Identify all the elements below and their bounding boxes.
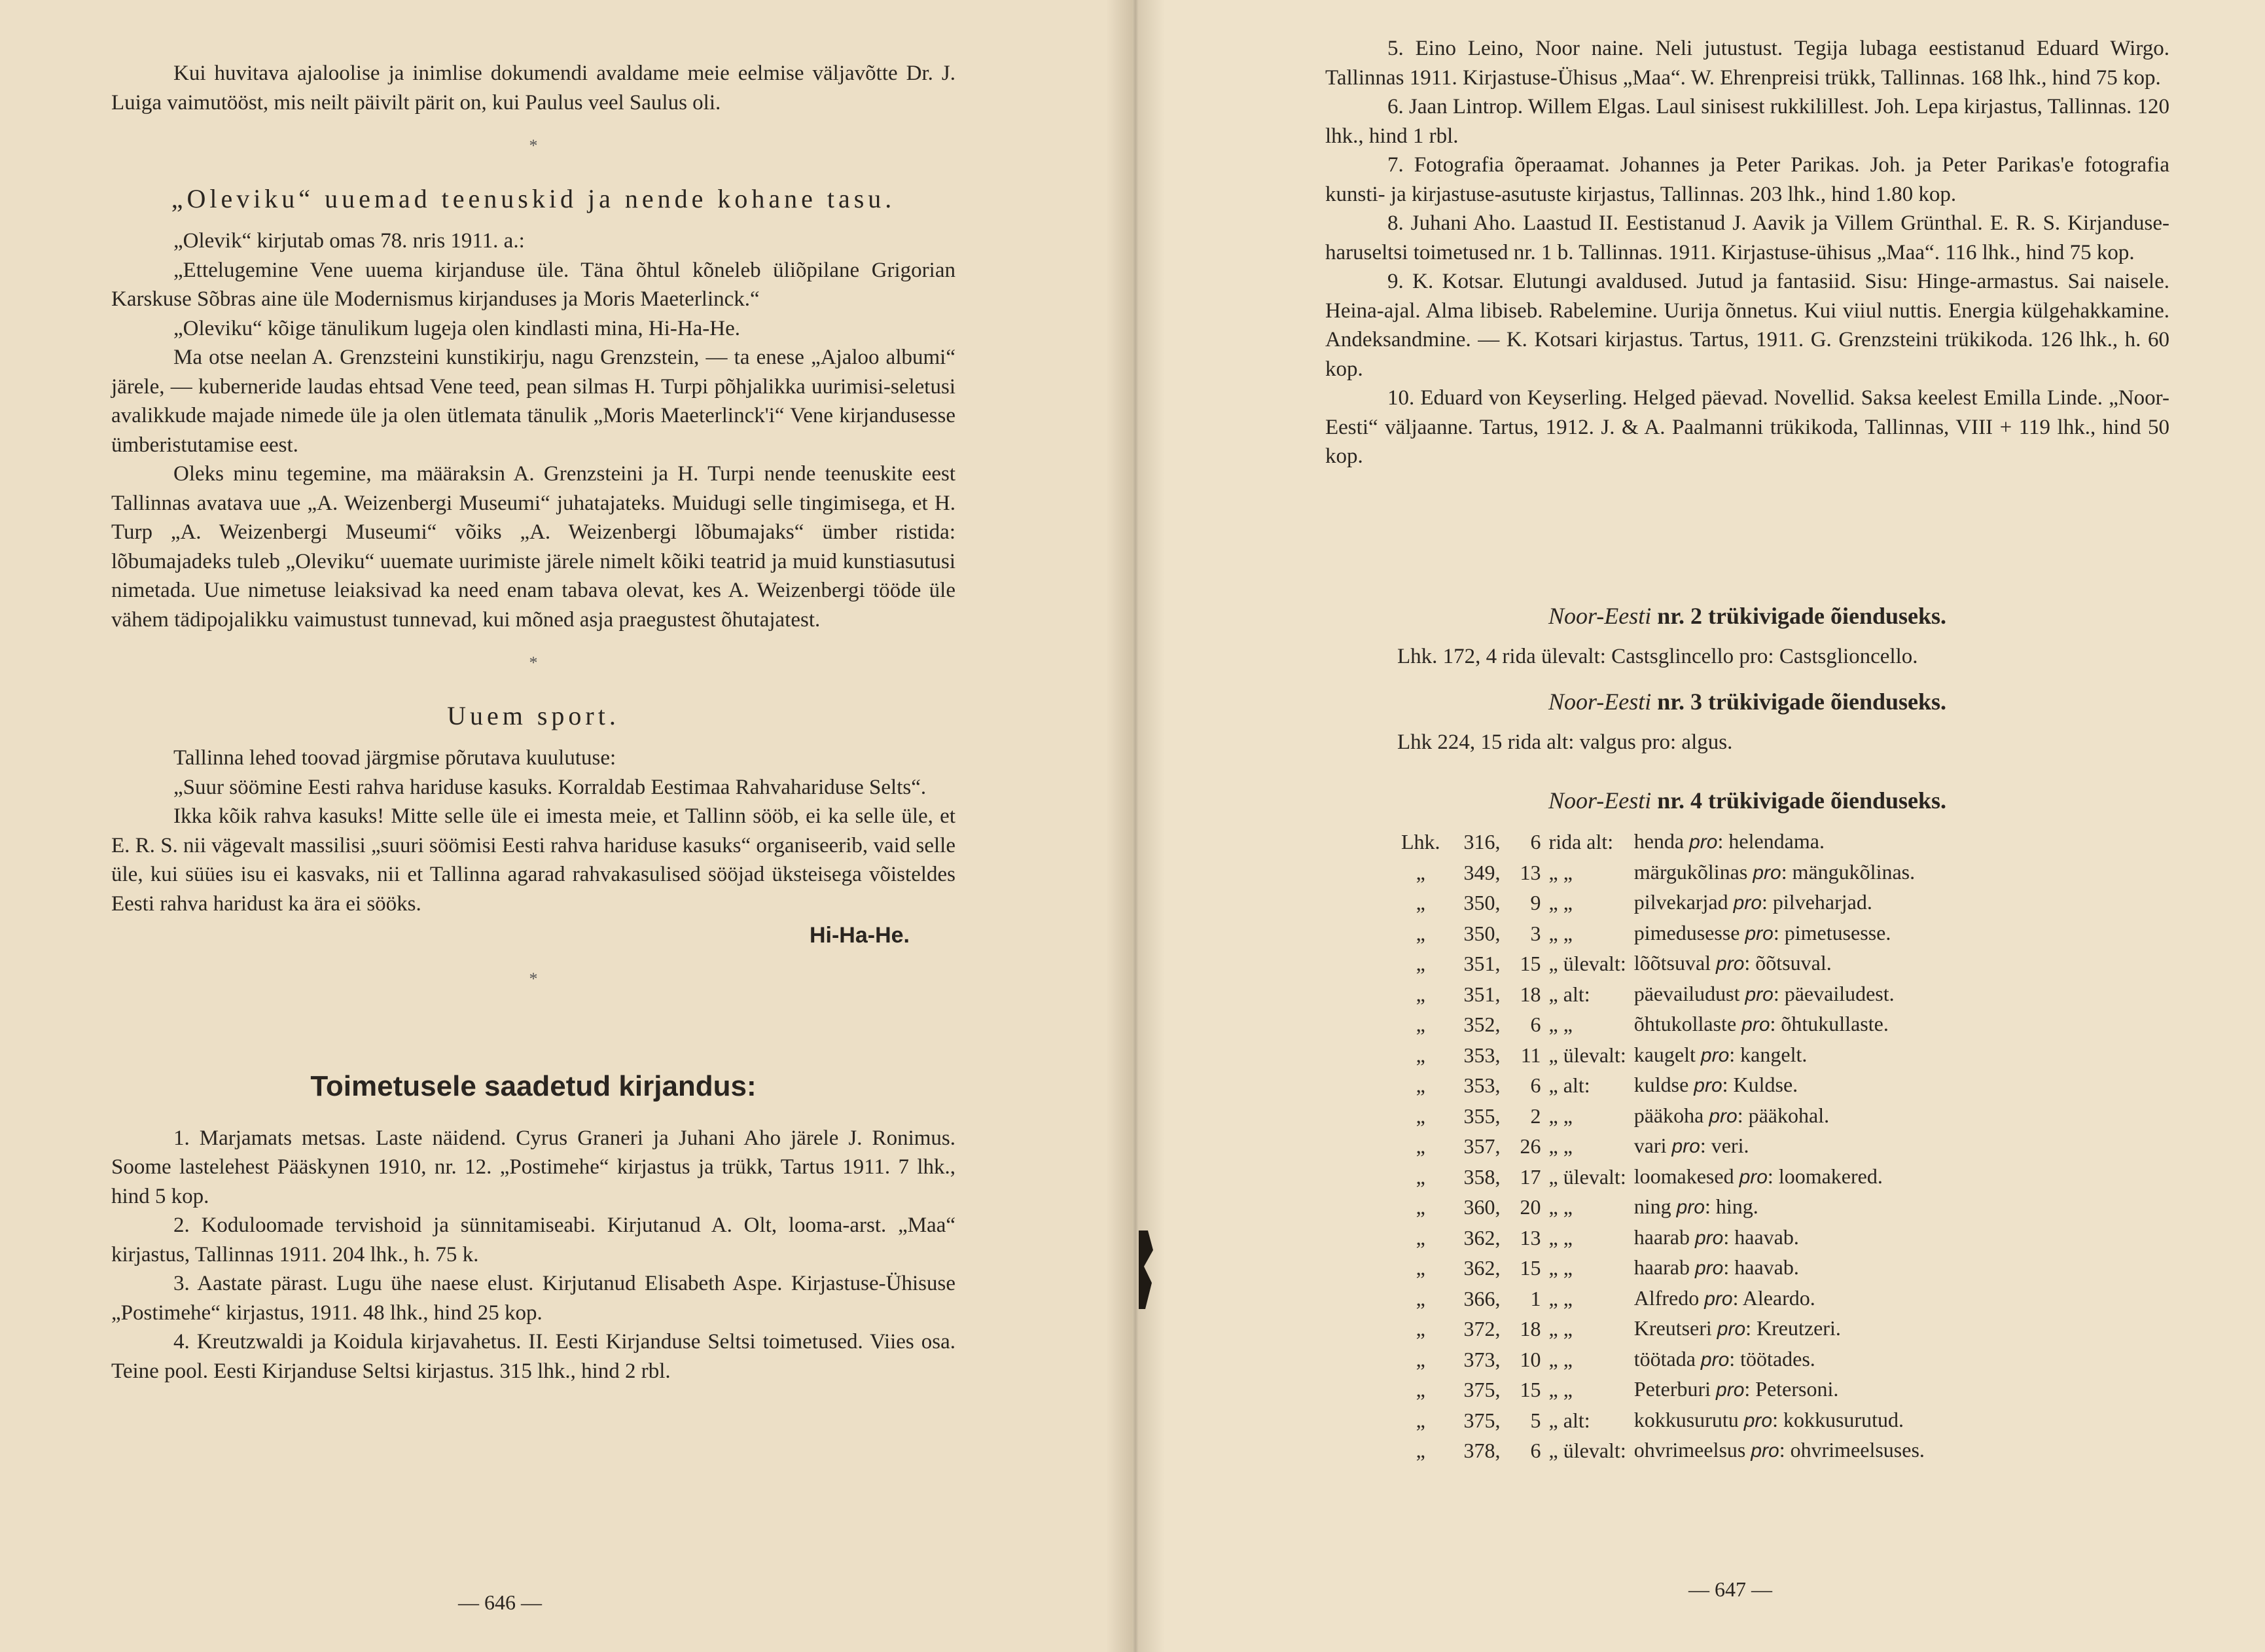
- errata-pro: pro: [1716, 953, 1745, 975]
- errata-row: [1397, 1405, 1929, 1436]
- errata-pro: pro: [1671, 1136, 1700, 1157]
- errata-line-number: 6: [1530, 1439, 1541, 1462]
- separator-star: *: [529, 653, 538, 672]
- errata-row: [1397, 918, 1929, 949]
- errata-row: [1397, 1344, 1929, 1375]
- errata-pro: pro: [1694, 1257, 1724, 1279]
- errata-pro: pro: [1694, 1227, 1724, 1249]
- errata-pro: pro: [1694, 1075, 1722, 1096]
- errata-position: rida alt:: [1548, 830, 1614, 853]
- errata-correction: ohvrimeelsus pro: ohvrimeelsuses.: [1633, 1438, 1925, 1462]
- errata-page-prefix: „: [1416, 1225, 1425, 1249]
- errata-pro: pro: [1751, 1440, 1779, 1462]
- errata-right: mängukõlinas.: [1792, 859, 1916, 884]
- errata-row: [1397, 1070, 1929, 1101]
- errata-right: päevailudest.: [1784, 981, 1895, 1005]
- signature: Hi-Ha-He.: [809, 923, 910, 948]
- right-column: [1325, 34, 2169, 1466]
- errata-line-number: 13: [1520, 860, 1541, 884]
- errata-pro: pro: [1689, 831, 1718, 853]
- errata-wrong: Peterburi: [1633, 1377, 1711, 1401]
- errata-row: [1397, 857, 1929, 888]
- errata-pro: pro: [1733, 892, 1762, 914]
- errata-position: „ „: [1548, 1286, 1573, 1310]
- errata-right: kokkusurutud.: [1783, 1407, 1904, 1431]
- errata-page-prefix: „: [1416, 891, 1425, 914]
- errata-page-prefix: „: [1416, 1256, 1425, 1280]
- book-entry: 2. Koduloomade tervishoid ja sünnitamiseabi. Kirjutanud A. Olt, looma-arst. „Maa“ kirjastus, Tallinnas 1911. 204 lhk., h. 75 k.: [111, 1213, 955, 1266]
- errata-wrong: haarab: [1633, 1255, 1690, 1279]
- errata-wrong: loomakesed: [1633, 1164, 1734, 1188]
- book-entry: 9. K. Kotsar. Elutungi avaldused. Jutud ja fantasiid. Sisu: Hinge-armastus. Sai naisele. Heina-ajal. Alma libiseb. Rabelemine. Uurija õnnetus. Kui viiul nuttis. Energia külgehakkamine. Andeksandmine. — K. Kotsari kirjastus. Tartus, 1911. G. Grenzsteini trükikoda. 126 lhk., h. 60 kop.: [1325, 270, 2169, 381]
- errata-pro: pro: [1745, 922, 1774, 944]
- errata-page-prefix: „: [1416, 1286, 1425, 1310]
- errata-page-prefix: „: [1416, 1164, 1425, 1189]
- errata-wrong: õhtukollaste: [1633, 1012, 1737, 1035]
- errata-row: [1397, 1435, 1929, 1466]
- book-entry: 6. Jaan Lintrop. Willem Elgas. Laul sinisest rukkilillest. Joh. Lepa kirjastus, Tallinnas. 120 lhk., hind 1 rbl.: [1325, 95, 2169, 148]
- errata-row: [1397, 1040, 1929, 1071]
- errata-pro: pro: [1753, 861, 1781, 884]
- errata-line-number: 20: [1520, 1195, 1541, 1219]
- errata-page: 375,: [1463, 1408, 1501, 1432]
- section-title-uuem-sport: Uuem sport.: [447, 700, 620, 730]
- errata-right: kangelt.: [1740, 1042, 1808, 1066]
- errata-page-prefix: „: [1416, 1073, 1425, 1097]
- errata-position: „ „: [1548, 1134, 1573, 1158]
- errata-position: „ „: [1548, 1347, 1573, 1371]
- errata-page: 372,: [1463, 1317, 1501, 1340]
- errata-pro: pro: [1709, 1105, 1738, 1127]
- errata-page: 352,: [1463, 1013, 1501, 1036]
- errata-position: „ ülevalt:: [1548, 952, 1626, 975]
- errata-wrong: ning: [1633, 1194, 1671, 1218]
- errata-pro: pro: [1700, 1044, 1730, 1066]
- errata-line-number: 11: [1520, 1043, 1541, 1067]
- errata-right: töötades.: [1740, 1346, 1815, 1371]
- errata-right: pilveharjad.: [1772, 890, 1872, 914]
- book-entry: 10. Eduard von Keyserling. Helged päevad. Novellid. Saksa keelest Emilla Linde. „Noor-Eesti“ väljaanne. Tartus, 1912. J. & A. Paalmanni trükikoda, Tallinnas, VIII + 119 lhk., hind 50 kop.: [1325, 386, 2169, 468]
- errata-line-number: 18: [1520, 982, 1541, 1006]
- errata-correction: töötada pro: töötades.: [1633, 1346, 1815, 1371]
- errata-position: „ „: [1548, 1225, 1573, 1249]
- errata-right: Kreutzeri.: [1757, 1316, 1841, 1340]
- errata-table: [1397, 827, 1929, 1466]
- errata-page-prefix: „: [1416, 1439, 1425, 1462]
- errata-position: „ alt:: [1548, 1073, 1590, 1097]
- errata-line: Lhk. 172, 4 rida ülevalt: Castsglincello pro: Castsglioncello.: [1397, 645, 1918, 668]
- errata-position: „ ülevalt:: [1548, 1439, 1626, 1462]
- book-entry: 7. Fotografia õperaamat. Johannes ja Peter Parikas. Joh. ja Peter Parikas'e fotografia kunsti- ja kirjastuse-asutuste kirjastus, Tallinnas. 203 lhk., hind 1.80 kop.: [1325, 153, 2169, 206]
- errata-line-number: 18: [1520, 1317, 1541, 1340]
- errata-right: õhtukullaste.: [1781, 1012, 1889, 1035]
- errata-wrong: henda: [1633, 829, 1685, 853]
- errata-pro: pro: [1700, 1348, 1730, 1371]
- errata-line-number: 26: [1520, 1134, 1541, 1158]
- errata-wrong: ohvrimeelsus: [1633, 1438, 1746, 1462]
- errata-wrong: vari: [1633, 1134, 1667, 1157]
- errata-wrong: haarab: [1633, 1225, 1690, 1249]
- errata-line-number: 5: [1530, 1408, 1541, 1432]
- errata-wrong: pilvekarjad: [1633, 890, 1728, 914]
- errata-right: pääkohal.: [1748, 1103, 1830, 1127]
- errata-correction: kuldse pro: Kuldse.: [1633, 1073, 1798, 1096]
- errata-correction: haarab pro: haavab.: [1633, 1255, 1799, 1279]
- page-tear-mark: [1139, 1230, 1158, 1309]
- errata-title: nr. 3 trükivigade õienduseks.: [1657, 688, 1947, 715]
- errata-correction: lõõtsuval pro: õõtsuval.: [1633, 951, 1832, 975]
- errata-prefix: Noor-Eesti: [1548, 787, 1652, 814]
- errata-page: 351,: [1463, 982, 1501, 1006]
- errata-line: Lhk 224, 15 rida alt: valgus pro: algus.: [1397, 730, 1733, 754]
- errata-correction: kaugelt pro: kangelt.: [1633, 1042, 1808, 1066]
- errata-line-number: 1: [1530, 1286, 1541, 1310]
- paragraph: „Olevik“ kirjutab omas 78. nris 1911. a.:: [173, 229, 525, 253]
- errata-page-prefix: „: [1416, 1317, 1425, 1340]
- paragraph: „Ettelugemine Vene uuema kirjanduse üle. Täna õhtul kõneleb üliõpilane Grigorian Karskuse Sõbras aine üle Modernismus kirjanduses ja Moris Maeterlinck.“: [111, 258, 955, 311]
- section-title-oleviku: „Oleviku“ uuemad teenuskid ja nende kohane tasu.: [171, 183, 896, 213]
- book-entry: 3. Aastate pärast. Lugu ühe naese elust. Kirjutanud Elisabeth Aspe. Kirjastuse-Ühisuse „Postimehe“ kirjastus, 1911. 48 lhk., hind 25 kop.: [111, 1272, 955, 1325]
- errata-row: [1397, 1284, 1929, 1314]
- errata-page: 353,: [1463, 1043, 1501, 1067]
- errata-correction: henda pro: helendama.: [1633, 829, 1825, 853]
- errata-page: 378,: [1463, 1439, 1501, 1462]
- errata-right: loomakered.: [1778, 1164, 1883, 1188]
- errata-row: [1397, 948, 1929, 979]
- errata-page-prefix: „: [1416, 921, 1425, 945]
- errata-position: „ ülevalt:: [1548, 1164, 1626, 1189]
- errata-right: haavab.: [1734, 1225, 1799, 1249]
- errata-wrong: märgukõlinas: [1633, 859, 1748, 884]
- paragraph: Ikka kõik rahva kasuks! Mitte selle üle ei imesta meie, et Tallinn sööb, ei ka selle üle, et E. R. S. nii vägevalt massilisi „suuri söömisi Eesti rahva hariduse kasuks“ organiseerib, vaid selle üle, kui süües isu ei kasvaks, nii et Tallinna agarad rahvakasulised sööjad üksteisega võisteldes Eesti rahva haridust ka ära ei sööks.: [111, 804, 955, 916]
- errata-position: „ „: [1548, 891, 1573, 914]
- errata-row: [1397, 1192, 1929, 1223]
- errata-pro: pro: [1739, 1166, 1768, 1188]
- errata-correction: Peterburi pro: Petersoni.: [1633, 1377, 1839, 1401]
- errata-position: „ „: [1548, 1256, 1573, 1280]
- errata-row: [1397, 1131, 1929, 1162]
- errata-page-prefix: „: [1416, 952, 1425, 975]
- page-number-right: — 647 —: [1688, 1577, 1772, 1601]
- errata-row: [1397, 1009, 1929, 1040]
- errata-row: [1397, 1101, 1929, 1132]
- errata-correction: haarab pro: haavab.: [1633, 1225, 1799, 1249]
- errata-prefix: Noor-Eesti: [1548, 602, 1652, 629]
- errata-line-number: 13: [1520, 1225, 1541, 1249]
- errata-title: nr. 4 trükivigade õienduseks.: [1657, 787, 1947, 814]
- errata-heading-nr2: [1325, 602, 2169, 631]
- errata-row: [1397, 888, 1929, 918]
- errata-position: „ „: [1548, 860, 1573, 884]
- errata-page: 362,: [1463, 1256, 1501, 1280]
- errata-page-prefix: „: [1416, 1195, 1425, 1219]
- errata-position: „ „: [1548, 1317, 1573, 1340]
- errata-right: veri.: [1711, 1134, 1749, 1157]
- errata-pro: pro: [1717, 1318, 1746, 1340]
- errata-right: Aleardo.: [1742, 1285, 1815, 1310]
- errata-correction: kokkusurutu pro: kokkusurutud.: [1633, 1407, 1904, 1431]
- errata-pro: pro: [1741, 1014, 1770, 1035]
- left-column: [111, 59, 955, 1386]
- errata-position: „ „: [1548, 921, 1573, 945]
- errata-position: „ alt:: [1548, 1408, 1590, 1432]
- errata-page-prefix: „: [1416, 1134, 1425, 1158]
- intro-paragraph: Kui huvitava ajaloolise ja inimlise dokumendi avaldame meie eelmise väljavõtte Dr. J. Luiga vaimutööst, mis neilt päivilt pärit on, kui Paulus veel Saulus oli.: [111, 62, 955, 115]
- errata-page: 349,: [1463, 860, 1501, 884]
- errata-wrong: pääkoha: [1633, 1103, 1704, 1127]
- errata-wrong: kokkusurutu: [1633, 1407, 1739, 1431]
- errata-pro: pro: [1743, 1409, 1773, 1431]
- errata-correction: pimedusesse pro: pimetusesse.: [1633, 920, 1891, 944]
- errata-right: helendama.: [1728, 829, 1825, 853]
- errata-page-prefix: „: [1416, 1043, 1425, 1067]
- errata-position: „ „: [1548, 1195, 1573, 1219]
- errata-page: 375,: [1463, 1378, 1501, 1401]
- errata-heading-nr4: [1325, 786, 2169, 816]
- errata-right: Kuldse.: [1733, 1073, 1798, 1096]
- errata-line-number: 6: [1530, 830, 1541, 853]
- errata-page: 316,: [1463, 830, 1501, 853]
- errata-correction: loomakesed pro: loomakered.: [1633, 1164, 1883, 1188]
- errata-page-prefix: „: [1416, 1347, 1425, 1371]
- page-number-left: — 646 —: [458, 1590, 542, 1614]
- errata-line-number: 6: [1530, 1073, 1541, 1097]
- errata-page: 350,: [1463, 891, 1501, 914]
- section-title-kirjandus: Toimetusele saadetud kirjandus:: [310, 1070, 757, 1102]
- errata-page-prefix: „: [1416, 982, 1425, 1006]
- paragraph: Oleks minu tegemine, ma määraksin A. Grenzsteini ja H. Turpi nende teenuskite eest Tallinnas avatava uue „A. Weizenbergi Museumi“ juhatajateks. Muidugi selle tingimisega, et H. Turp „A. Weizenbergi Museumi“ võiks „A. Weizenbergi lõbumajaks“ ümber ristida: lõbumajadeks tuleb „Oleviku“ uuemate uurimiste järele nimelt kõiki teatrid ja muid kunstiasutusi nimetada. Uue nimetuse leiaksivad ka need enam tabava olevat, kes A. Weizenbergi tööde üle vähem tädipojalikku vaimustust tunnevad, kui mõned asja praegustest õhutajatest.: [111, 462, 955, 632]
- errata-position: „ ülevalt:: [1548, 1043, 1626, 1067]
- errata-correction: pääkoha pro: pääkohal.: [1633, 1103, 1830, 1127]
- errata-line-number: 15: [1520, 1256, 1541, 1280]
- errata-wrong: päevailudust: [1633, 981, 1740, 1005]
- errata-page: 355,: [1463, 1104, 1501, 1128]
- errata-row: [1397, 1374, 1929, 1405]
- errata-line-number: 3: [1530, 921, 1541, 945]
- errata-row: [1397, 1253, 1929, 1284]
- errata-prefix: Noor-Eesti: [1548, 688, 1652, 715]
- errata-line-number: 10: [1520, 1347, 1541, 1371]
- errata-wrong: pimedusesse: [1633, 920, 1740, 944]
- errata-row: [1397, 979, 1929, 1010]
- errata-pro: pro: [1716, 1379, 1745, 1401]
- book-entry: 8. Juhani Aho. Laastud II. Eestistanud J. Aavik ja Villem Grünthal. E. R. S. Kirjanduse-haruseltsi toimetused nr. 1 b. Tallinnas. 1911. Kirjastuse-ühisus „Maa“. 116 lhk., hind 75 kop.: [1325, 211, 2169, 264]
- errata-correction: vari pro: veri.: [1633, 1134, 1749, 1157]
- errata-page: 366,: [1463, 1286, 1501, 1310]
- book-entry: 5. Eino Leino, Noor naine. Neli jutustust. Tegija lubaga eestistanud Eduard Wirgo. Tallinnas 1911. Kirjastuse-Ühisus „Maa“. W. Ehrenpreisi trükk, Tallinnas. 168 lhk., hind 75 kop.: [1325, 37, 2169, 90]
- errata-row: [1397, 1223, 1929, 1253]
- book-entry: 1. Marjamats metsas. Laste näidend. Cyrus Graneri ja Juhani Aho järele J. Ronimus. Soome lastelehest Pääskynen 1910, nr. 12. „Postimehe“ kirjastus ja trükk, Tartus 1911. 7 lhk., hind 5 kop.: [111, 1126, 955, 1208]
- errata-page-prefix: „: [1416, 1408, 1425, 1432]
- separator-star: *: [529, 969, 538, 988]
- errata-position: „ „: [1548, 1378, 1573, 1401]
- errata-wrong: Alfredo: [1633, 1285, 1700, 1310]
- errata-pro: pro: [1676, 1196, 1705, 1218]
- errata-line-number: 6: [1530, 1013, 1541, 1036]
- errata-page-prefix: „: [1416, 1104, 1425, 1128]
- errata-line-number: 2: [1530, 1104, 1541, 1128]
- errata-page-prefix: „: [1416, 1378, 1425, 1401]
- errata-pro: pro: [1745, 983, 1774, 1005]
- errata-correction: Kreutseri pro: Kreutzeri.: [1633, 1316, 1841, 1340]
- book-entry: 4. Kreutzwaldi ja Koidula kirjavahetus. II. Eesti Kirjanduse Seltsi toimetused. Viies osa. Teine pool. Eesti Kirjanduse Seltsi kirjastus. 315 lhk., hind 2 rbl.: [111, 1330, 955, 1383]
- errata-position: „ „: [1548, 1104, 1573, 1128]
- errata-line-number: 9: [1530, 891, 1541, 914]
- errata-page: 353,: [1463, 1073, 1501, 1097]
- errata-page: 357,: [1463, 1134, 1501, 1158]
- errata-title: nr. 2 trükivigade õienduseks.: [1657, 602, 1947, 629]
- errata-page-prefix: „: [1416, 860, 1425, 884]
- errata-page-prefix: Lhk.: [1401, 830, 1440, 853]
- errata-right: pimetusesse.: [1784, 920, 1891, 944]
- errata-right: haavab.: [1734, 1255, 1799, 1279]
- errata-wrong: kuldse: [1633, 1073, 1689, 1096]
- errata-wrong: Kreutseri: [1633, 1316, 1712, 1340]
- errata-correction: märgukõlinas pro: mängukõlinas.: [1633, 859, 1916, 884]
- errata-right: hing.: [1715, 1194, 1758, 1218]
- errata-line-number: 15: [1520, 952, 1541, 975]
- errata-correction: päevailudust pro: päevailudest.: [1633, 981, 1895, 1005]
- errata-page: 358,: [1463, 1164, 1501, 1189]
- paragraph: „Suur söömine Eesti rahva hariduse kasuks. Korraldab Eestimaa Rahvahariduse Selts“.: [173, 775, 927, 799]
- errata-row: [1397, 827, 1929, 857]
- errata-correction: ning pro: hing.: [1633, 1194, 1758, 1218]
- errata-position: „ alt:: [1548, 982, 1590, 1006]
- errata-wrong: lõõtsuval: [1633, 951, 1711, 975]
- errata-line-number: 15: [1520, 1378, 1541, 1401]
- errata-page: 360,: [1463, 1195, 1501, 1219]
- book-gutter: [1106, 0, 1165, 1652]
- errata-wrong: töötada: [1633, 1346, 1696, 1371]
- errata-page-prefix: „: [1416, 1013, 1425, 1036]
- errata-row: [1397, 1162, 1929, 1193]
- errata-pro: pro: [1704, 1287, 1733, 1310]
- errata-page: 351,: [1463, 952, 1501, 975]
- paragraph: „Oleviku“ kõige tänulikum lugeja olen kindlasti mina, Hi-Ha-He.: [173, 316, 741, 340]
- separator-star: *: [529, 136, 538, 155]
- paragraph: Tallinna lehed toovad järgmise põrutava kuulutuse:: [173, 746, 616, 770]
- errata-page: 373,: [1463, 1347, 1501, 1371]
- errata-page: 350,: [1463, 921, 1501, 945]
- errata-position: „ „: [1548, 1013, 1573, 1036]
- errata-page: 362,: [1463, 1225, 1501, 1249]
- errata-heading-nr3: [1325, 687, 2169, 717]
- errata-correction: pilvekarjad pro: pilveharjad.: [1633, 890, 1872, 914]
- errata-row: [1397, 1314, 1929, 1344]
- errata-line-number: 17: [1520, 1164, 1541, 1189]
- errata-right: ohvrimeelsuses.: [1790, 1438, 1925, 1462]
- errata-right: õõtsuval.: [1755, 951, 1832, 975]
- errata-correction: õhtukollaste pro: õhtukullaste.: [1633, 1012, 1889, 1035]
- errata-right: Petersoni.: [1755, 1377, 1839, 1401]
- paragraph: Ma otse neelan A. Grenzsteini kunstikirju, nagu Grenzstein, — ta enese „Ajaloo albumi“ järele, — kuberneride laudas ehtsad Vene teed, pean silmas H. Turpi põhjalikka uurimisi-seletusi avalikkude majade nimede üle ja olen ütlemata tänulik „Moris Maeterlinck'i“ Vene kirjandusesse ümberistutamise eest.: [111, 346, 955, 457]
- errata-wrong: kaugelt: [1633, 1042, 1696, 1066]
- errata-correction: Alfredo pro: Aleardo.: [1633, 1285, 1815, 1310]
